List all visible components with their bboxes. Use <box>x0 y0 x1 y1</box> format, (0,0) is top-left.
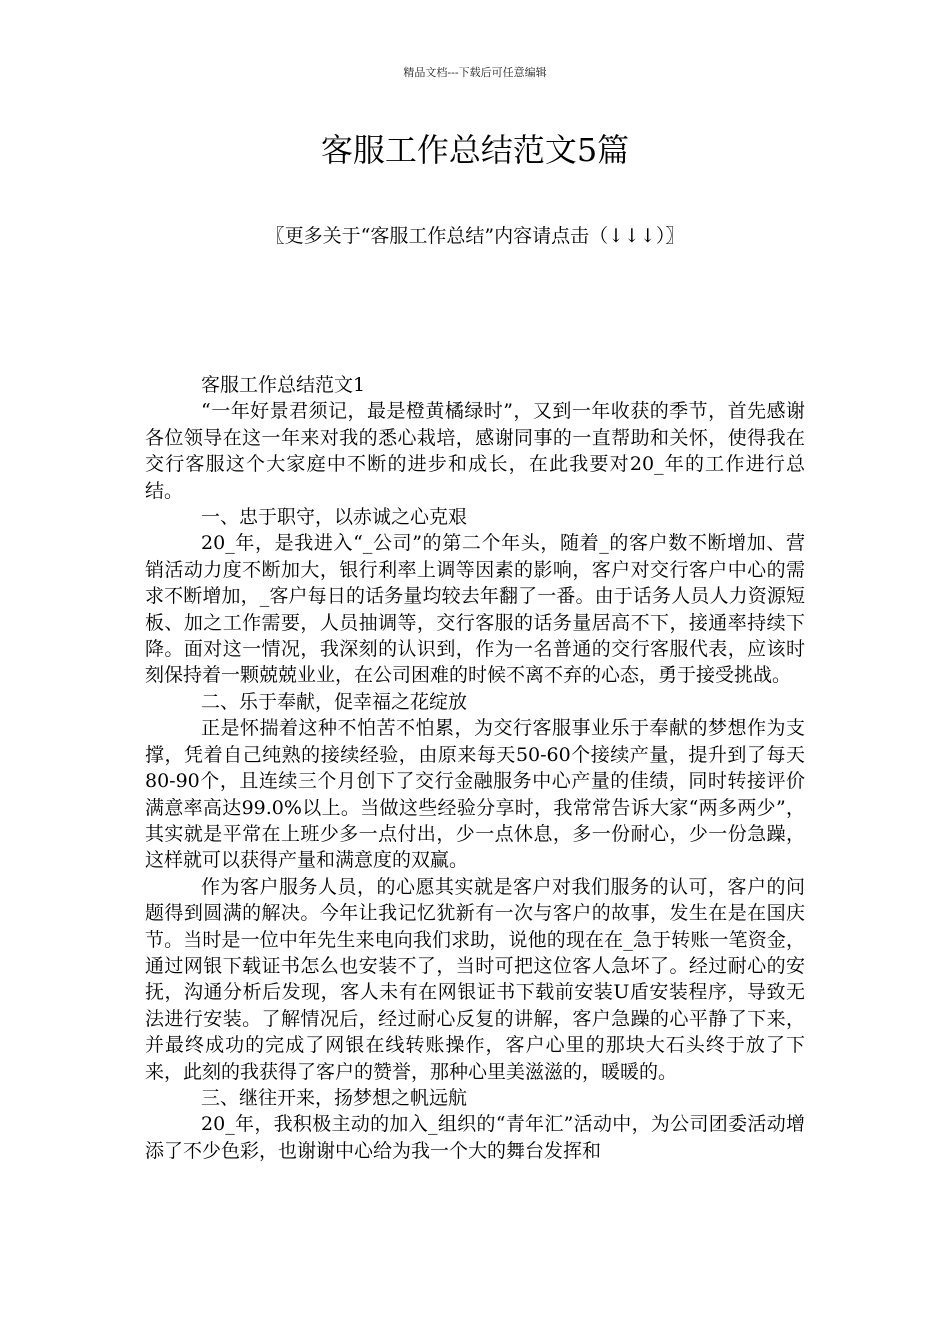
section-heading: 二、乐于奉献，促幸福之花绽放 <box>201 690 468 713</box>
document-title: 客服工作总结范文5篇 <box>320 131 630 169</box>
document-body <box>145 372 805 1164</box>
header-note: 精品文档---下载后可任意编辑 <box>403 66 547 79</box>
more-content-link[interactable]: 〖更多关于“客服工作总结”内容请点击（↓↓↓）〗 <box>265 225 685 247</box>
section-heading: 客服工作总结范文1 <box>201 374 366 396</box>
body-paragraph: 20_年，是我进入“_公司”的第二个年头，随着_的客户数不断增加、营销活动力度不断加大，银行利率上调等因素的影响，客户对交行客户中心的需求不断增加，_客户每日的话务量均较去年翻了一番。由于话务人员人力资源短板、加之工作需要，人员抽调等，交行客服的话务量居高不下，接通率持续下降。面对这一情况，我深刻的认识到，作为一名普通的交行客服代表，应该时刻保持着一颗兢兢业业，在公司困难的时候不离不弃的心态，勇于接受挑战。 <box>145 532 805 687</box>
body-paragraph: 作为客户服务人员，的心愿其实就是客户对我们服务的认可，客户的问题得到圆满的解决。今年让我记忆犹新有一次与客户的故事，发生在是在国庆节。当时是一位中年先生来电向我们求助，说他的现在在_急于转账一笔资金，通过网银下载证书怎么也安装不了，当时可把这位客人急坏了。经过耐心的安抚，沟通分析后发现，客人未有在网银证书下载前安装U盾安装程序，导致无法进行安装。了解情况后，经过耐心反复的讲解，客户急躁的心平静了下来，并最终成功的完成了网银在线转账操作，客户心里的那块大石头终于放了下来，此刻的我获得了客户的赞誉，那种心里美滋滋的，暖暖的。 <box>145 875 805 1083</box>
section-heading: 三、继往开来，扬梦想之帆远航 <box>201 1086 468 1109</box>
body-paragraph: “一年好景君须记，最是橙黄橘绿时”，又到一年收获的季节，首先感谢各位领导在这一年来对我的悉心栽培，感谢同事的一直帮助和关怀，使得我在交行客服这个大家庭中不断的进步和成长，在此我要对20_年的工作进行总结。 <box>145 400 805 502</box>
section-heading: 一、忠于职守，以赤诚之心克艰 <box>201 506 468 529</box>
body-paragraph: 正是怀揣着这种不怕苦不怕累，为交行客服事业乐于奉献的梦想作为支撑，凭着自己纯熟的接续经验，由原来每天50-60个接续产量，提升到了每天80-90个，且连续三个月创下了交行金融服务中心产量的佳绩，同时转接评价满意率高达99.0%以上。当做这些经验分享时，我常常告诉大家“两多两少”，其实就是平常在上班少多一点付出，少一点休息，多一份耐心，少一份急躁，这样就可以获得产量和满意度的双赢。 <box>145 717 805 872</box>
body-paragraph: 20_年，我积极主动的加入_组织的“青年汇”活动中，为公司团委活动增添了不少色彩，也谢谢中心给为我一个大的舞台发挥和 <box>145 1113 805 1162</box>
